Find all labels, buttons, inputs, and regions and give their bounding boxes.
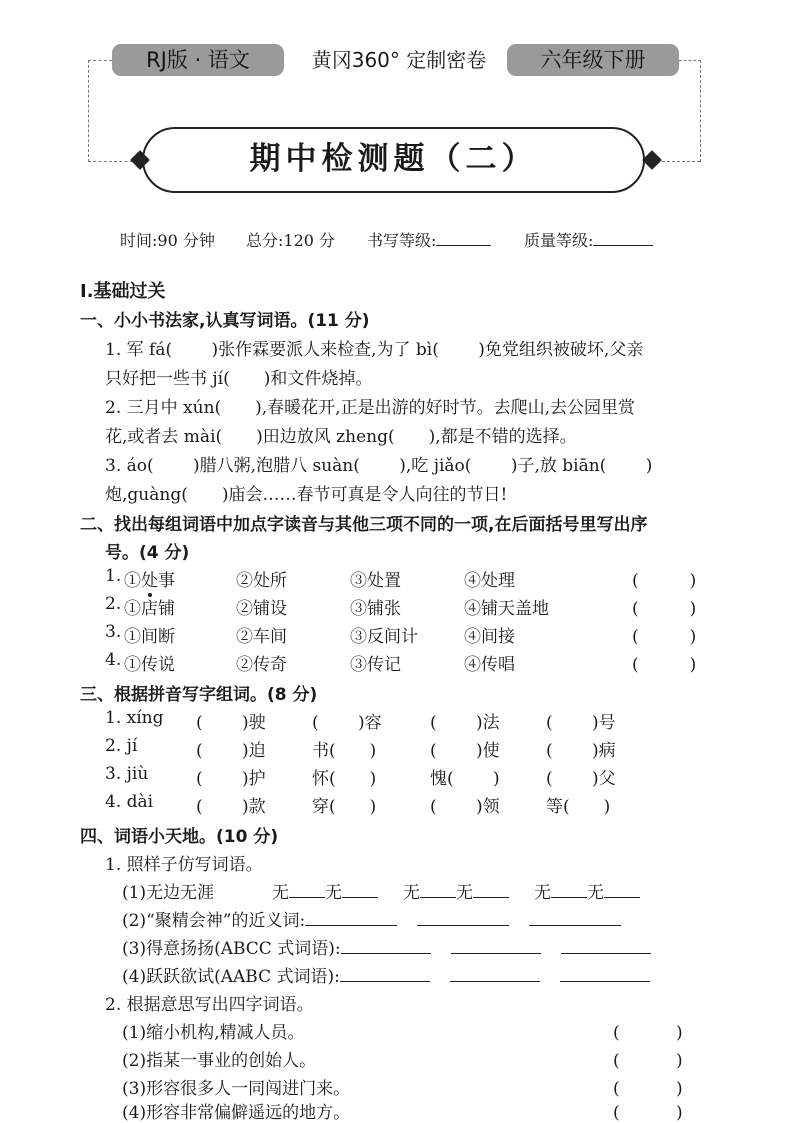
quality-grade: [524, 228, 653, 251]
s4-answer-paren[interactable]: ( ): [613, 1079, 683, 1099]
s1-line-2: 只好把一些书 jí( )和文件烧掉。: [105, 369, 373, 389]
s1-line-5: 3. áo( )腊八粥,泡腊八 suàn( ),吃 jiǎo( )子,放 biān( ): [105, 456, 653, 476]
section2-heading-cont: 号。(4 分): [105, 543, 190, 563]
s4-item1-2: [122, 906, 621, 931]
s2-option-c: ③传记: [350, 655, 401, 675]
s4-sub2-heading: 2. 根据意思写出四字词语。: [105, 995, 314, 1015]
s3-cell-1[interactable]: ( )款: [196, 797, 266, 817]
s3-cell-2[interactable]: 书( ): [312, 741, 377, 761]
s3-pinyin: 3. jiù: [105, 764, 149, 784]
wu-char: 无: [272, 883, 289, 903]
s2-option-a: ①间断: [124, 627, 175, 647]
s2-option-d: ④铺天盖地: [464, 599, 549, 619]
section4-heading: 四、词语小天地。(10 分): [80, 827, 279, 847]
s2-answer-paren[interactable]: ( ): [632, 571, 697, 591]
blank[interactable]: [450, 965, 540, 982]
writing-grade: [367, 228, 491, 251]
time-limit: 时间:90 分钟: [120, 231, 215, 250]
blank[interactable]: [451, 937, 541, 954]
blank[interactable]: [561, 937, 651, 954]
s3-cell-1[interactable]: ( )驶: [196, 713, 266, 733]
s3-pinyin: 2. jí: [105, 736, 138, 756]
s2-answer-paren[interactable]: ( ): [632, 627, 697, 647]
s4-pattern-group-1: [272, 878, 378, 903]
s2-row-num: 1.: [105, 566, 122, 586]
s3-cell-3[interactable]: ( )使: [430, 741, 500, 761]
s3-cell-1[interactable]: ( )迫: [196, 741, 266, 761]
blank[interactable]: [473, 881, 509, 898]
s3-cell-3[interactable]: ( )领: [430, 797, 500, 817]
s4-item2-2: (2)指某一事业的创始人。: [122, 1051, 317, 1071]
blank[interactable]: [305, 909, 397, 926]
s4-sub1-heading: 1. 照样子仿写词语。: [105, 855, 263, 875]
s2-option-a: ①店铺: [124, 599, 175, 619]
s2-option-b: ②处所: [236, 571, 287, 591]
wu-char: 无: [403, 883, 420, 903]
s3-pinyin: 1. xíng: [105, 708, 164, 728]
s3-cell-1[interactable]: ( )护: [196, 769, 266, 789]
s2-option-d: ④处理: [464, 571, 515, 591]
s3-pinyin: 4. dài: [105, 792, 154, 812]
s2-option-b: ②传奇: [236, 655, 287, 675]
frame-dash-left-top: [88, 60, 112, 61]
part-heading: Ⅰ.基础过关: [80, 281, 166, 302]
s4-item1-3: [122, 934, 651, 959]
s2-row-num: 2.: [105, 594, 122, 614]
s2-option-b: ②车间: [236, 627, 287, 647]
blank[interactable]: [551, 881, 587, 898]
s2-option-d: ④间接: [464, 627, 515, 647]
s4-item1-4: [122, 962, 650, 987]
s4-pattern-group-3: [534, 878, 640, 903]
blank[interactable]: [529, 909, 621, 926]
s3-cell-2[interactable]: 穿( ): [312, 797, 377, 817]
blank[interactable]: [289, 881, 325, 898]
s2-option-a: ①传说: [124, 655, 175, 675]
s3-cell-3[interactable]: 愧( ): [430, 769, 500, 789]
frame-dash-right-top: [679, 60, 701, 61]
s2-option-d: ④传唱: [464, 655, 515, 675]
wu-char: 无: [456, 883, 473, 903]
s1-line-1: 1. 军 fá( )张作霖要派人来检查,为了 bì( )免党组织被破坏,父亲: [105, 340, 644, 360]
s4-item2-1: (1)缩小机构,精减人员。: [122, 1023, 305, 1043]
s1-line-6: 炮,guàng( )庙会……春节可真是令人向往的节日!: [105, 485, 508, 505]
s2-answer-paren[interactable]: ( ): [632, 599, 697, 619]
s3-cell-3[interactable]: ( )法: [430, 713, 500, 733]
blank[interactable]: [560, 965, 650, 982]
section3-heading: 三、根据拼音写字组词。(8 分): [80, 685, 318, 705]
s1-line-3: 2. 三月中 xún( ),春暖花开,正是出游的好时节。去爬山,去公园里赏: [105, 398, 635, 418]
writing-grade-blank[interactable]: [436, 231, 491, 246]
frame-dash-right-vertical: [700, 60, 701, 162]
exam-title: 期中检测题（二）: [142, 127, 645, 193]
s4-item-label: (2)“聚精会神”的近义词:: [122, 911, 306, 931]
s2-option-a: ①处事: [124, 566, 175, 591]
s3-cell-2[interactable]: 怀( ): [312, 769, 377, 789]
s4-item1-1: [122, 878, 214, 903]
s4-pattern-group-2: [403, 878, 509, 903]
blank[interactable]: [341, 937, 431, 954]
s4-answer-paren[interactable]: ( ): [613, 1103, 683, 1123]
blank[interactable]: [417, 909, 509, 926]
s2-row-num: 3.: [105, 622, 122, 642]
blank[interactable]: [342, 881, 378, 898]
total-score: 总分:120 分: [246, 231, 336, 250]
quality-grade-label: 质量等级:: [524, 231, 594, 250]
s2-answer-paren[interactable]: ( ): [632, 655, 697, 675]
writing-grade-label: 书写等级:: [367, 231, 437, 250]
s4-item2-3: (3)形容很多人一同闯进门来。: [122, 1079, 351, 1099]
s3-cell-4[interactable]: 等( ): [546, 797, 611, 817]
blank[interactable]: [420, 881, 456, 898]
s2-option-c: ③铺张: [350, 599, 401, 619]
frame-dash-left-vertical: [88, 60, 89, 162]
section1-heading: 一、小小书法家,认真写词语。(11 分): [80, 311, 370, 331]
title-ornament-right: [642, 150, 662, 170]
s3-cell-4[interactable]: ( )号: [546, 713, 616, 733]
s3-cell-4[interactable]: ( )病: [546, 741, 616, 761]
blank[interactable]: [604, 881, 640, 898]
s4-answer-paren[interactable]: ( ): [613, 1051, 683, 1071]
brand-title: 黄冈360° 定制密卷: [311, 48, 487, 72]
edition-badge: RJ版 · 语文: [112, 44, 284, 76]
s2-row-num: 4.: [105, 650, 122, 670]
s4-item-label: (3)得意扬扬(ABCC 式词语):: [122, 939, 341, 959]
s1-line-4: 花,或者去 mài( )田边放风 zheng( ),都是不错的选择。: [105, 427, 577, 447]
s3-cell-4[interactable]: ( )父: [546, 769, 616, 789]
grade-badge: 六年级下册: [507, 44, 679, 76]
s4-item-label: (4)跃跃欲试(AABC 式词语):: [122, 967, 340, 987]
s4-answer-paren[interactable]: ( ): [613, 1023, 683, 1043]
s2-option-b: ②铺设: [236, 599, 287, 619]
blank[interactable]: [340, 965, 430, 982]
quality-grade-blank[interactable]: [593, 231, 653, 246]
wu-char: 无: [587, 883, 604, 903]
wu-char: 无: [534, 883, 551, 903]
wu-char: 无: [325, 883, 342, 903]
s2-option-c: ③反间计: [350, 627, 418, 647]
s3-cell-2[interactable]: ( )容: [312, 713, 382, 733]
s2-option-c: ③处置: [350, 571, 401, 591]
s4-item-label: (1)无边无涯: [122, 883, 215, 903]
section2-heading: 二、找出每组词语中加点字读音与其他三项不同的一项,在后面括号里写出序: [80, 515, 648, 535]
s4-item2-4: (4)形容非常偏僻遥远的地方。: [122, 1103, 351, 1123]
